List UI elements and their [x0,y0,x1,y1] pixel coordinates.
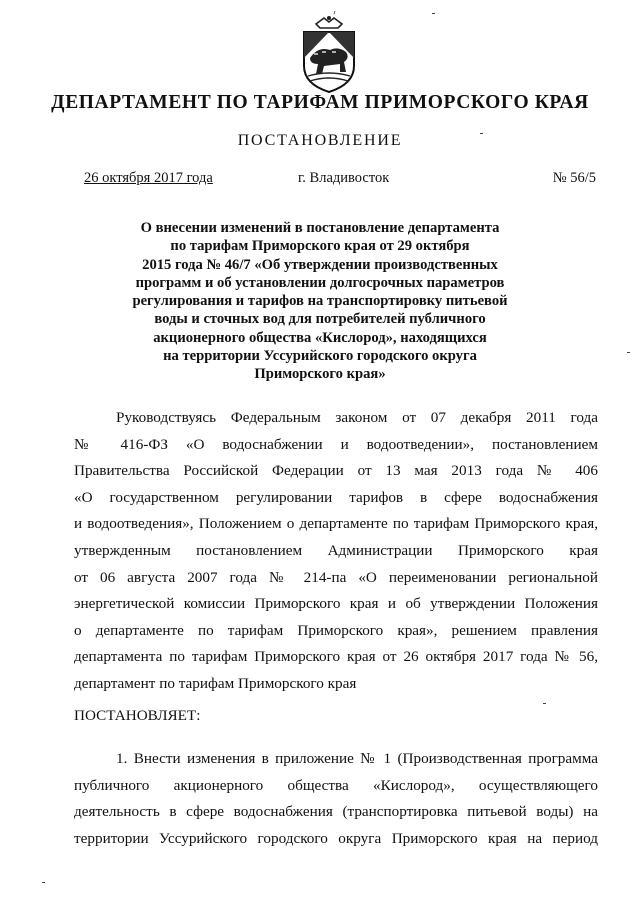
preamble-line: Правительства Российской Федерации от 13 мая 2013 года № 406 [74,462,598,480]
document-type: ПОСТАНОВЛЕНИЕ [237,132,403,149]
subject-line: 2015 года № 46/7 «Об утверждении производственных [142,256,498,273]
subject-line: О внесении изменений в постановление департамента [140,220,500,236]
item-1-line: деятельность в сфере водоснабжения (транспортировка питьевой воды) на [74,803,598,821]
subject-line: регулирования и тарифов на транспортировку питьевой [132,293,508,310]
resolves-heading: ПОСТАНОВЛЯЕТ: [74,707,201,724]
preamble-line: «О государственном регулировании тарифов в сфере водоснабжения [74,488,598,506]
subject-line: Приморского края» [254,366,386,383]
document-subject [110,219,530,384]
scan-speck [42,882,45,883]
item-1-line: территории Уссурийского городского округа Приморского края на период [74,829,598,847]
preamble-line: о департаменте по тарифам Приморского края», решением правления [74,621,598,639]
document-city: г. Владивосток [298,170,390,186]
scan-speck [543,703,546,704]
preamble-line: № 416-ФЗ «О водоснабжении и водоотведении», постановлением [74,435,598,453]
preamble-line: департамент по тарифам Приморского края [74,674,357,692]
subject-line: на территории Уссурийского городского округа [163,348,477,365]
preamble-line: от 06 августа 2007 года № 214-па «О переименовании региональной [74,568,598,586]
scan-speck [627,352,630,353]
subject-line: воды и сточных вод для потребителей публичного [154,311,486,328]
preamble-paragraph [74,405,598,698]
scan-speck [480,133,483,134]
document-number: № 56/5 [552,170,596,186]
item-1-line: 1. Внести изменения в приложение № 1 (Производственная программа [116,750,598,767]
document-meta-row [84,170,596,190]
item-1-paragraph [74,746,598,852]
subject-line: по тарифам Приморского края от 29 октября [170,238,470,255]
subject-line: акционерного общества «Кислород», находящихся [153,329,487,346]
document-date: 26 октября 2017 года [84,170,213,186]
preamble-line: и водоотведения», Положением о департаменте по тарифам Приморского края, [74,515,598,533]
scan-speck [432,13,435,14]
preamble-line: утвержденным постановлением Администрации Приморского края [74,541,598,559]
coat-of-arms-emblem [294,10,364,94]
department-title: ДЕПАРТАМЕНТ ПО ТАРИФАМ ПРИМОРСКОГО КРАЯ [51,92,589,113]
preamble-line: департамента по тарифам Приморского края от 26 октября 2017 года № 56, [74,648,598,666]
preamble-line: Руководствуясь Федеральным законом от 07 декабря 2011 года [116,409,598,426]
preamble-line: энергетической комиссии Приморского края и об утверждении Положения [74,595,598,613]
item-1-line: публичного акционерного общества «Кислород», осуществляющего [74,776,598,794]
subject-line: программ и об установлении долгосрочных параметров [135,274,505,291]
